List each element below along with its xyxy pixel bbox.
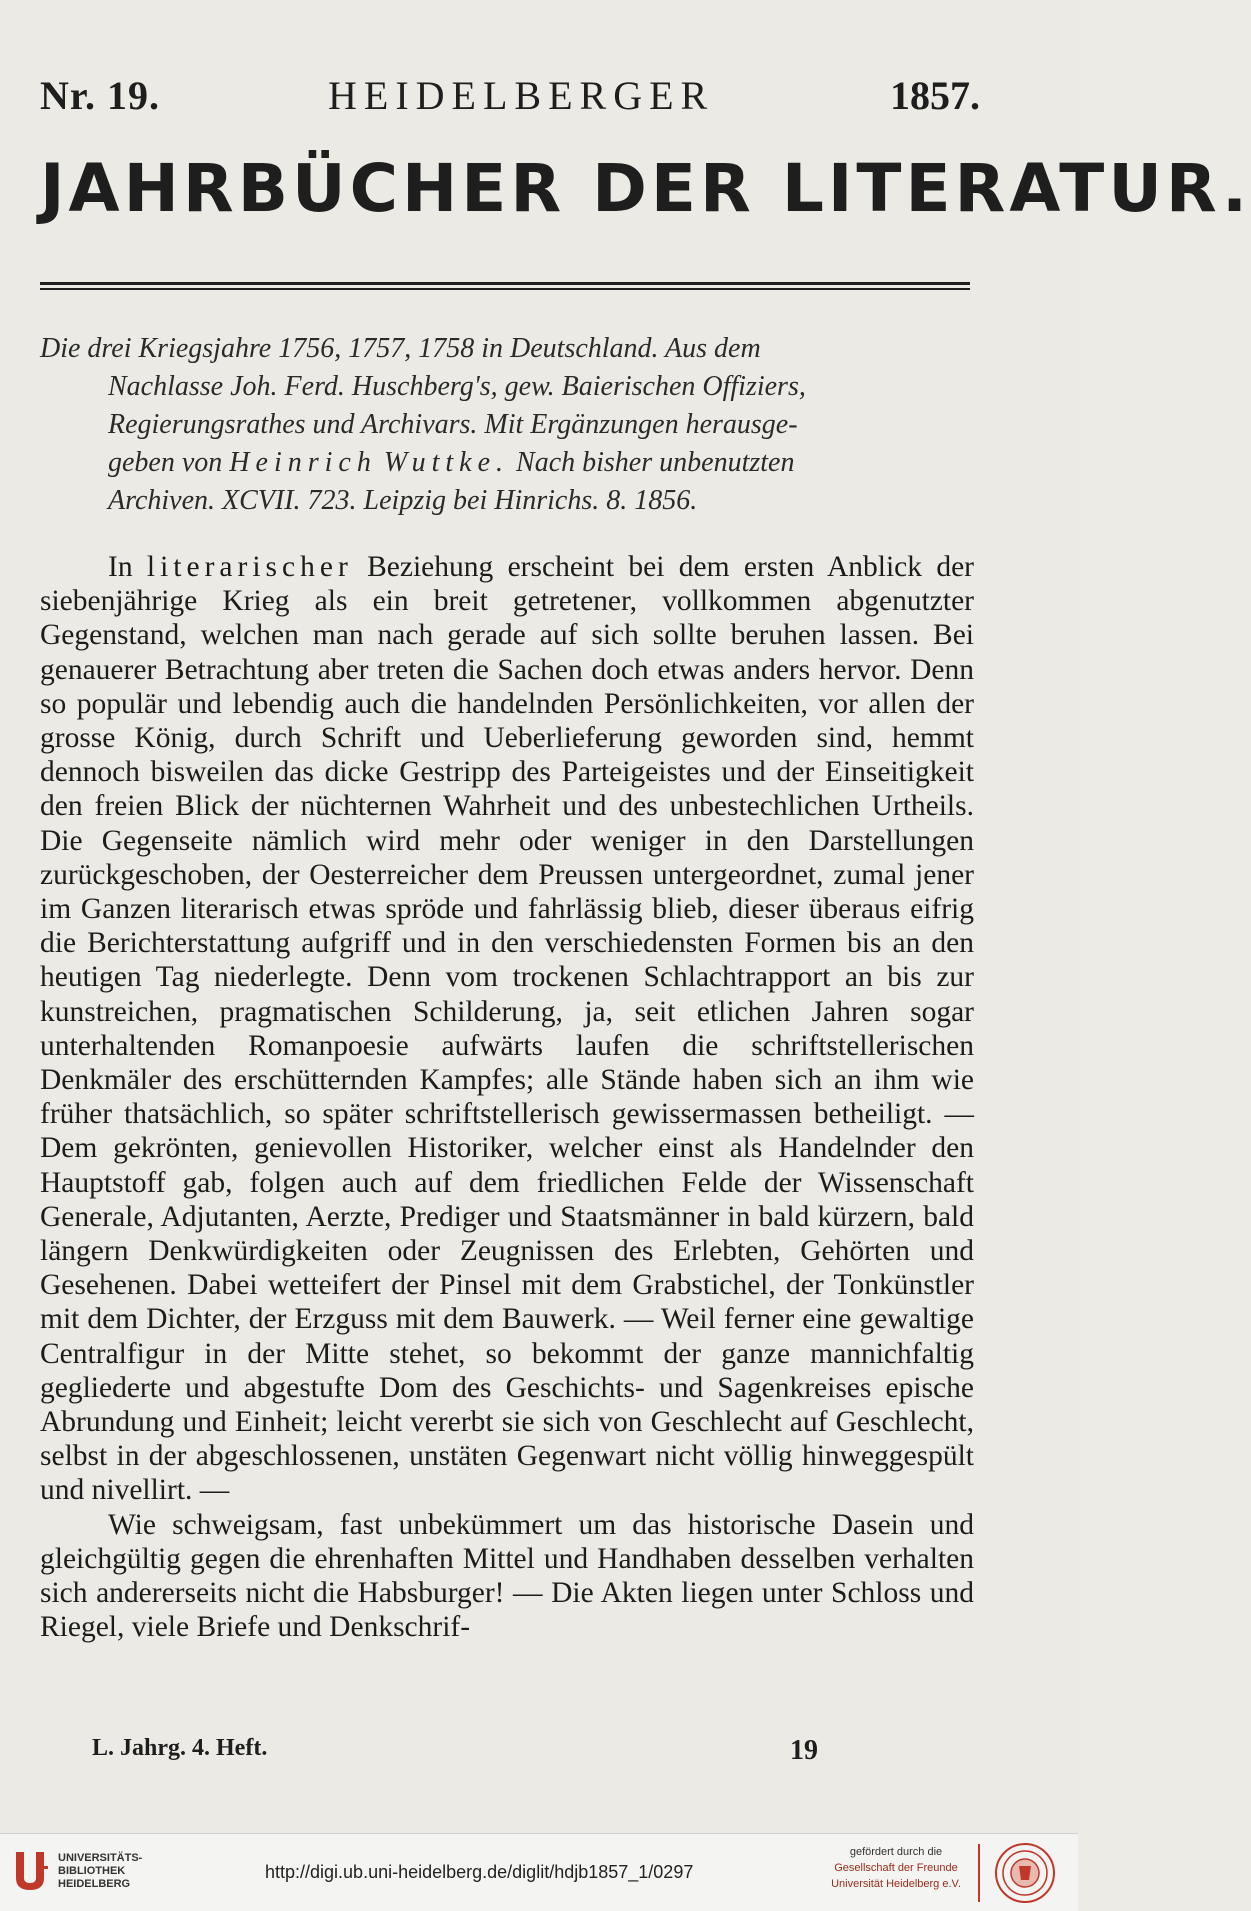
article-body [40,550,974,1645]
citation-line: Nachlasse Joh. Ferd. Huschberg's, gew. Baierischen Offiziers, [108,371,806,402]
page-number: 19 [790,1735,818,1766]
paragraph: Wie schweigsam, fast unbekümmert um das historische Dasein und gleichgültig gegen die ehrenhaften Mittel und Handhaben desselben verhalten sich andererseits nicht die Habsburger! — Die Akten liegen unter Schloss und Riegel, viele Briefe und Denkschrif- [40,1508,974,1644]
sponsor-line: Gesellschaft der Freunde [834,1862,958,1874]
ub-logo-icon [12,1848,50,1894]
citation-line: Archiven. XCVII. 723. Leipzig bei Hinrichs. 8. 1856. [108,485,698,516]
title-rule-top [40,282,970,285]
signature-mark: L. Jahrg. 4. Heft. [92,1735,268,1761]
paragraph-text: Beziehung erscheint bei dem ersten Anblick der siebenjährige Krieg als ein breit getretener, vollkommen abgenutzter Gegenstand, welchen man nach gerade auf sich sollte beruhen lassen. Bei genauerer Betrachtung aber treten die Sachen doch etwas anders hervor. Denn so populär und lebendig auch die handelnden Persönlichkeiten, vor allen der grosse König, durch Schrift und Ueberlieferung geworden sind, hemmt dennoch bisweilen das dicke Gestripp des Parteigeistes und der Einseitigkeit den freien Blick der nüchternen Wahrheit und des unbestechlichen Urtheils. Die Gegenseite nämlich wird mehr oder weniger in den Darstellungen zurückgeschoben, der Oesterreicher dem Preussen untergeordnet, zumal jener im Ganzen literarisch etwas spröde und fahrlässig blieb, dieser überaus eifrig die Berichterstattung aufgriff und in den verschiedensten Formen bis an den heutigen Tag niederlegte. Denn vom trockenen Schlachtrapport an bis zur kunstreichen, pragmatischen Schilderung, ja, seit etlichen Jahren sogar unterhaltenden Romanpoesie aufwärts laufen die schriftstellerischen Denkmäler des erschütternden Kampfes; alle Stände haben sich an ihm wie früher thatsächlich, so später schriftstellerisch gewissermassen betheiligt. — Dem gekrönten, genievollen Historiker, welcher einst als Handelnder den Hauptstoff gab, folgen auch auf dem friedlichen Felde der Wissenschaft Generale, Adjutanten, Aerzte, Prediger und Staatsmänner in bald kürzern, bald längern Denkwürdigkeiten oder Zeugnissen des Erlebten, Gehörten und Gesehenen. Dabei wetteifert der Pinsel mit dem Grabstichel, der Tonkünstler mit dem Dichter, der Erzguss mit dem Bauwerk. — Weil ferner eine gewaltige Centralfigur in der Mitte stehet, so bekommt der ganze mannichfaltig gegliederte und abgestufte Dom des Geschichts- und Sagenkreises epische Abrundung und Einheit; leicht vererbt sie sich von Geschlecht auf Geschlecht, selbst in der abgeschlossenen, unstäten Gegenwart nicht völlig hinweggespült und nivellirt. — [40,551,975,1507]
issue-number: Nr. 19. [40,73,160,118]
citation-line: Die drei Kriegsjahre 1756, 1757, 1758 in Deutschland. Aus dem [40,333,761,364]
running-header [40,72,980,122]
citation-line: Regierungsrathes und Archivars. Mit Ergänzungen herausge- [108,409,798,440]
university-seal-icon [992,1842,1058,1904]
title-rule-bottom [40,288,970,290]
publication-name: HEIDELBERGER [328,73,715,118]
library-name [58,1852,142,1891]
issue-year: 1857. [890,73,980,118]
sponsor-line: Universität Heidelberg e.V. [831,1878,961,1890]
divider [978,1844,980,1902]
permalink[interactable]: http://digi.ub.uni-heidelberg.de/diglit/hdjb1857_1/0297 [265,1862,694,1882]
review-citation [40,330,970,520]
citation-line [40,444,970,482]
editor-firstname: Heinrich [229,447,377,478]
editor-surname: Wuttke. [383,447,510,478]
library-name-line: UNIVERSITÄTS- [58,1852,143,1864]
spaced-word: literarischer [146,551,353,583]
library-name-line: BIBLIOTHEK [58,1865,126,1877]
citation-text: geben von [108,447,223,478]
journal-title: JAHRBÜCHER DER LITERATUR. [40,150,1251,227]
sponsor-text [826,1844,966,1892]
paragraph-lead: In [108,551,133,583]
library-footer-bar [0,1833,1078,1911]
sponsor-line: gefördert durch die [849,1846,943,1858]
paragraph [40,550,974,1508]
citation-text: Nach bisher unbenutzten [516,447,795,478]
library-name-line: HEIDELBERG [58,1878,131,1890]
